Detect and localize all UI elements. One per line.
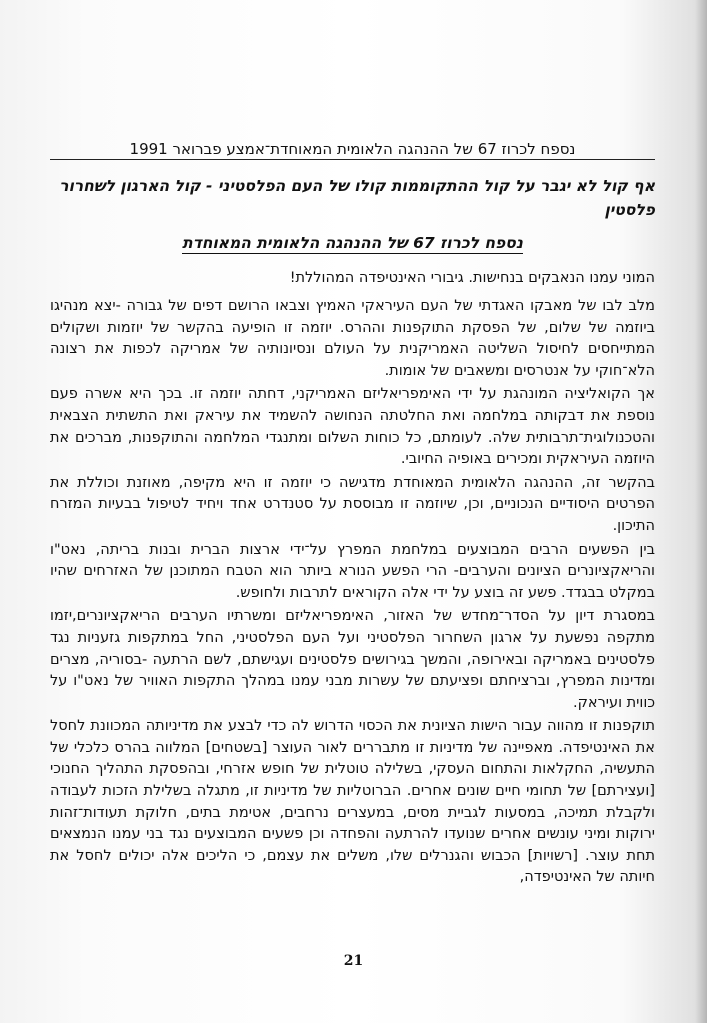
paragraph-6: תוקפנות זו מהווה עבור הישות הציונית את הכסוי הדרוש לה כדי לבצע את מדיניותה המכוונת לחסל את האינטיפדה. מאפיינה של מדיניות זו מתבררים לאור העוצר [בשטחים] המלווה בהרס כלכלי של התעשיה, החקלאות והתחום העסקי, בשלילה טוטלית של חופש אזרחי, ובהפסקת התהליך החנוכי [ועצירתם] של תחומי חיים שונים אחרים. הברוטליות של מדיניות זו, מתגלה בשלילת הזכות לעבודה ולקבלת תמיכה, במסעות לגביית מסים, במעצרים נרחבים, אטימת בתים, חלוקת תעודות־זהות ירוקות ומיני עונשים אחרים שנועדו להרתעה והפחדה וכן פשעים המבוצעים נגד בני עמנו הנמצאים תחת עוצר. [רשויות] הכבוש והגנרלים שלו, משלים את עצמם, כי הליכים אלה יכולים לחסל את חיותה של האינטיפדה,: [50, 718, 655, 886]
main-title: אף קול לא יגבר על קול ההתקוממות קולו של העם הפלסטיני - קול הארגון לשחרור פלסטין: [59, 177, 655, 219]
paragraph-1: מלב לבו של מאבקו האגדתי של העם העיראקי האמיץ וצבאו הרושם דפים של גבורה -יצא מנהיגו ביוזמה של שלום, של הפסקת התוקפנות וההרס. יוזמה זו הופיעה בהקשר של יוזמות ושקולים המתייחסים לחיסול השליטה האמריקנית על העולם ונסיונותיה של אמריקה לכפות את רצונה הלא־חוקי על אנטרסים ומשאבים של אומות.: [50, 298, 655, 379]
page-edge-shadow: [695, 0, 707, 1023]
paragraph-5: במסגרת דיון על הסדר־מחדש של האזור, האימפריאליזם ומשרתיו הערבים הריאקציונרים,יזמו מתקפה נפשעת על ארגון השחרור הפלסטיני ועל העם הפלסטיני, החל במתקפות גזעניות נגד פלסטינים באמריקה ובאירופה, והמשך בגירושים פלסטינים ועגישתם, לשם הרתעה -בסוריה, מצרים ומדינות המפרץ, וברציחתם ופציעתם של עשרות מבני עמנו במהלך התקפות האוויר של נאט"ו על כווית ועיראק.: [50, 608, 655, 711]
paragraph-4: בין הפשעים הרבים המבוצעים במלחמת המפרץ על־ידי ארצות הברית ובנות בריתה, נאט"ו והריאקציונרים הציונים והערבים- הרי הפשע הנורא ביותר הוא הטבח המתוכנן של האזרחים שהיו במקלט בבגדד. פשע זה בוצע על ידי אלה הקוראים לתרבות ולחופש.: [50, 541, 655, 601]
sub-title-wrapper: [50, 234, 655, 252]
sub-title: נספח לכרוז 67 של ההנהגה הלאומית המאוחדת: [182, 234, 523, 252]
paragraph-3: בהקשר זה, ההנהגה הלאומית המאוחדת מדגישה כי יוזמה זו היא מקיפה, מאוזנת וכוללת את הפרטים היסודיים הנכוניים, וכן, שיוזמה זו מבוססת על סטנדרט אחד ויחיד לטיפול בבעיות המזרח התיכון.: [50, 474, 655, 534]
paragraph-2: אך הקואליציה המונהגת על ידי האימפריאליזם האמריקני, דחתה יוזמה זו. בכך היא אשרה פעם נוספת את דבקותה במלחמה ואת החלטתה הנחושה להשמיד את עיראק ואת התשתית הצבאית והטכנולוגית־תרבותית שלה. לעומתם, כל כוחות השלום ומתנגדי המלחמה והתוקפנות, מברכים את היוזמה העיראקית ומכירים באופיה החיובי.: [50, 386, 655, 468]
header-line: נספח לכרוז 67 של ההנהגה הלאומית המאוחדת־אמצע פברואר 1991: [50, 140, 655, 160]
document-body: [50, 140, 655, 891]
greeting: המוני עמנו הנאבקים בנחישות. גיבורי האינטיפדה המהוללת!: [289, 270, 655, 286]
page-number: 21: [343, 953, 364, 969]
